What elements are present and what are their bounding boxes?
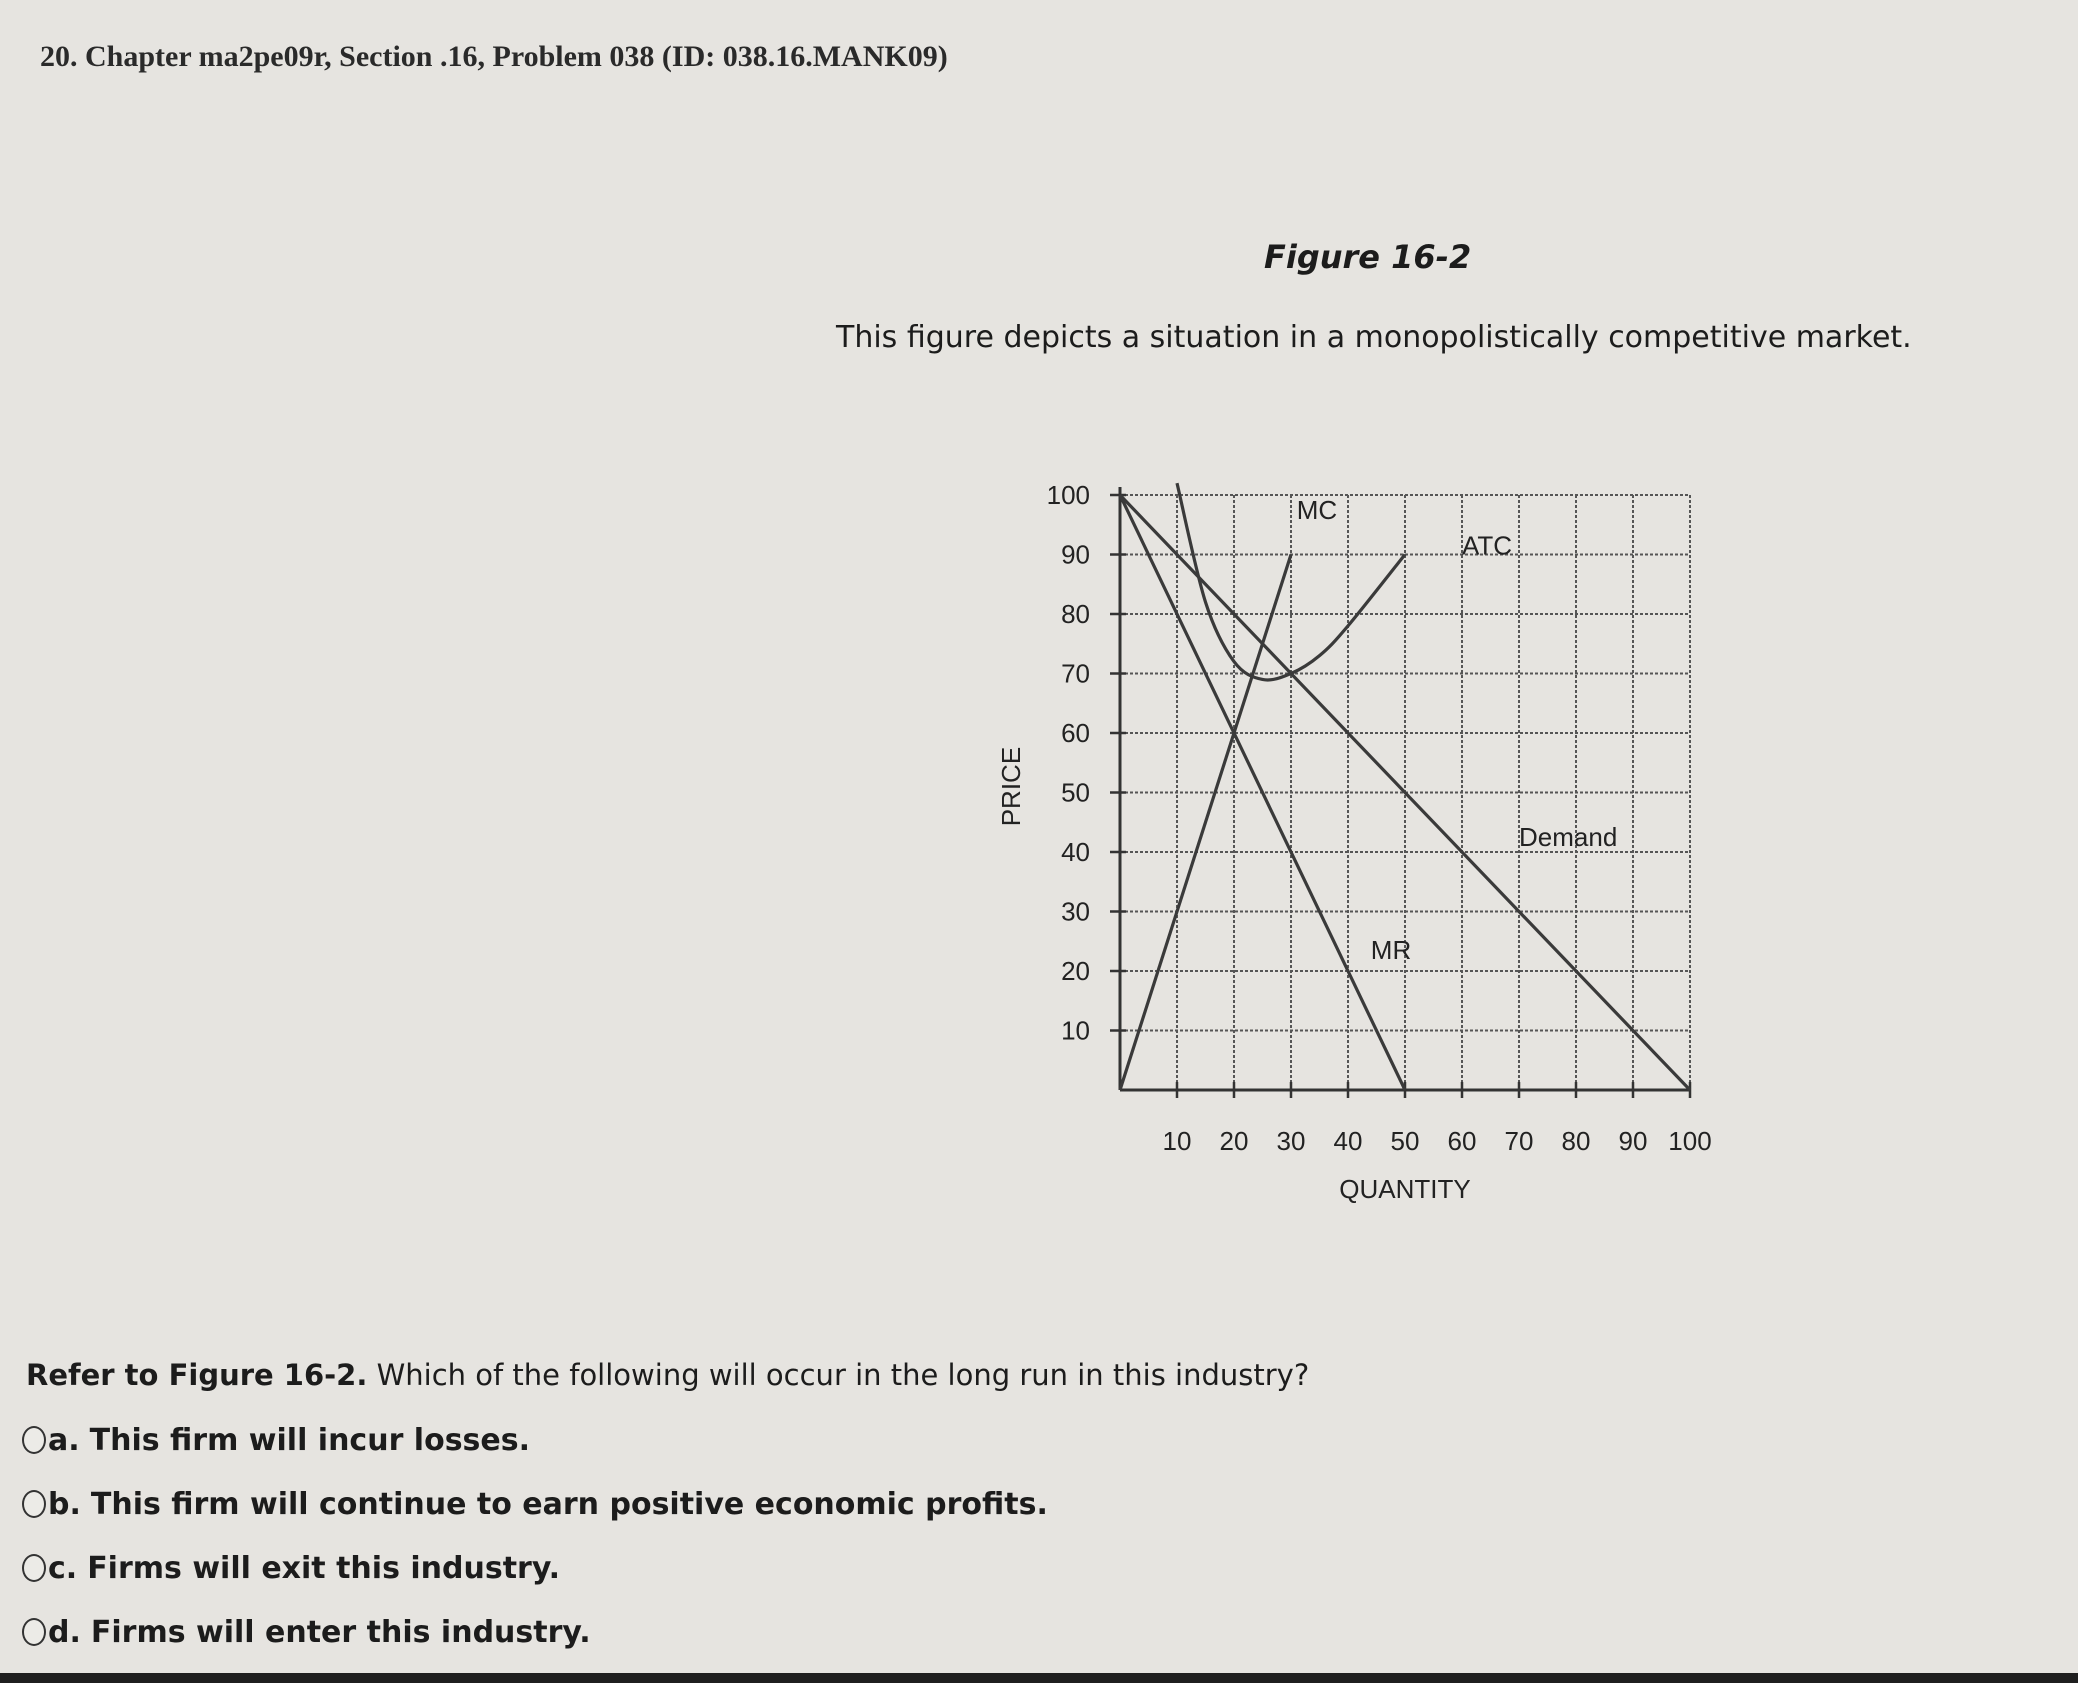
x-tick-label: 70 <box>1504 1126 1534 1156</box>
y-tick-label: 60 <box>1061 718 1090 748</box>
x-tick-label: 50 <box>1390 1126 1420 1156</box>
option-d[interactable] <box>22 1600 1048 1664</box>
y-tick-label: 50 <box>1061 777 1090 808</box>
x-tick-label: 20 <box>1219 1126 1249 1156</box>
option-text: This firm will incur losses. <box>89 1422 531 1458</box>
answer-options <box>22 1408 1048 1664</box>
bottom-bar <box>0 1673 2078 1683</box>
x-tick-label: 80 <box>1561 1126 1591 1156</box>
option-text: Firms will exit this industry. <box>87 1550 561 1586</box>
option-letter: d. <box>48 1614 81 1650</box>
option-text: Firms will enter this industry. <box>90 1614 591 1650</box>
x-axis-label: QUANTITY <box>1339 1174 1471 1204</box>
curve-label-demand: Demand <box>1519 822 1618 853</box>
curve-mc <box>1120 555 1291 1091</box>
x-tick-label: 30 <box>1276 1126 1306 1156</box>
x-tick-label: 100 <box>1668 1126 1712 1156</box>
y-tick-label: 40 <box>1061 837 1090 867</box>
x-tick-label: 60 <box>1447 1126 1477 1156</box>
radio-icon[interactable] <box>22 1490 46 1518</box>
figure-title: Figure 16-2 <box>1264 238 1472 276</box>
option-letter: c. <box>48 1550 78 1586</box>
curve-label-mr: MR <box>1370 935 1412 966</box>
option-letter: a. <box>48 1422 80 1458</box>
y-tick-label: 10 <box>1061 1015 1090 1046</box>
question-ref: Refer to Figure 16-2. <box>26 1358 368 1392</box>
radio-icon[interactable] <box>22 1554 46 1582</box>
question-text <box>26 1358 1309 1392</box>
radio-icon[interactable] <box>22 1618 46 1646</box>
option-b[interactable] <box>22 1472 1048 1536</box>
radio-icon[interactable] <box>22 1426 46 1454</box>
y-tick-label: 100 <box>1046 480 1090 510</box>
curve-label-atc: ATC <box>1462 530 1513 561</box>
question-body: Which of the following will occur in the long run in this industry? <box>376 1358 1310 1392</box>
curve-label-mc: MC <box>1296 494 1338 525</box>
y-tick-label: 80 <box>1061 599 1090 629</box>
figure-caption: This figure depicts a situation in a monopolistically competitive market. <box>836 320 1912 355</box>
x-tick-label: 40 <box>1333 1126 1363 1156</box>
option-letter: b. <box>48 1486 81 1522</box>
x-tick-label: 90 <box>1618 1126 1648 1156</box>
economics-chart <box>980 450 1740 1230</box>
y-axis-label: PRICE <box>996 746 1026 827</box>
problem-title: 20. Chapter ma2pe09r, Section .16, Problem 038 (ID: 038.16.MANK09) <box>40 40 948 73</box>
y-tick-label: 90 <box>1061 539 1090 570</box>
option-text: This firm will continue to earn positive economic profits. <box>90 1486 1048 1522</box>
option-a[interactable] <box>22 1408 1048 1472</box>
x-tick-label: 10 <box>1162 1126 1192 1156</box>
option-c[interactable] <box>22 1536 1048 1600</box>
y-tick-label: 20 <box>1061 956 1090 986</box>
y-tick-label: 70 <box>1061 658 1090 689</box>
y-tick-label: 30 <box>1061 896 1090 927</box>
